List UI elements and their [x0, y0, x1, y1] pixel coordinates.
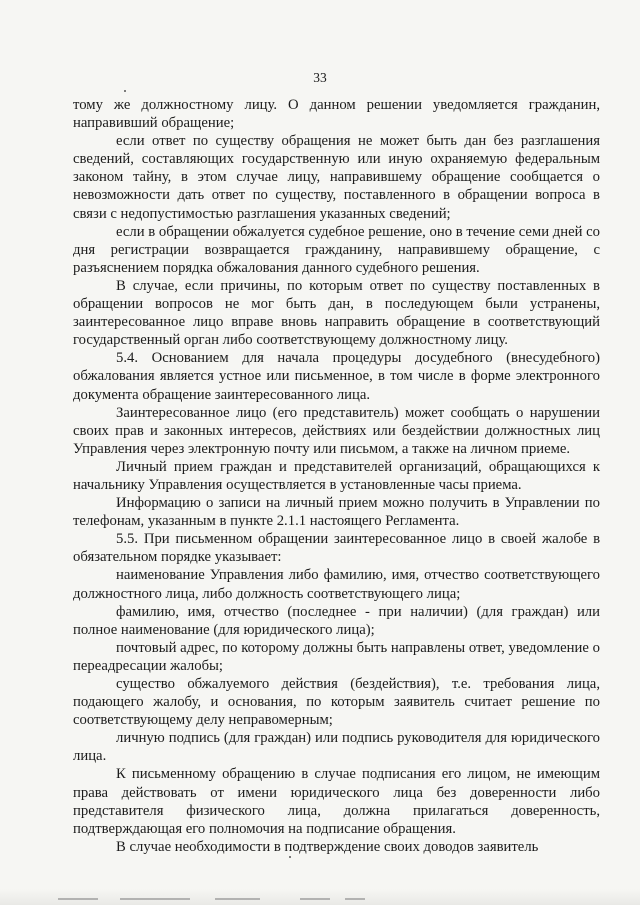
scan-mark [58, 898, 98, 900]
list-item: личную подпись (для граждан) или подпись руководителя для юридического лица. [73, 730, 600, 765]
scan-speck [289, 856, 291, 858]
scan-edge [0, 889, 640, 905]
paragraph: Личный прием граждан и представителей организаций, обращающихся к начальнику Управления осуществляется в установленные часы приема. [73, 458, 600, 493]
paragraph: Информацию о записи на личный прием можно получить в Управлении по телефонам, указанным в пункте 2.1.1 настоящего Регламента. [73, 495, 600, 530]
paragraph: К письменному обращению в случае подписания его лицом, не имеющим права действовать от имени юридического лица без доверенности либо представителя физического лица, должна прилагаться доверенность, подтверждающая его полномочия на подписание обращения. [73, 766, 600, 837]
scan-mark [215, 898, 260, 900]
paragraph: тому же должностному лицу. О данном решении уведомляется гражданин, направивший обращение; [73, 97, 600, 132]
paragraph: 5.4. Основанием для начала процедуры досудебного (внесудебного) обжалования является устное или письменное, в том числе в форме электронного документа обращение заинтересованного лица. [73, 350, 600, 403]
paragraph: если в обращении обжалуется судебное решение, оно в течение семи дней со дня регистрации возвращается гражданину, направившему обращение, с разъяснением порядка обжалования данного судебного решения. [73, 223, 600, 276]
list-item: существо обжалуемого действия (бездействия), т.е. требования лица, подающего жалобу, и основания, по которым заявитель считает решение по соответствующему делу неправомерным; [73, 676, 600, 729]
scan-mark [300, 898, 330, 900]
scan-speck [124, 90, 126, 92]
scan-mark [120, 898, 190, 900]
list-item: почтовый адрес, по которому должны быть направлены ответ, уведомление о переадресации жалобы; [73, 639, 600, 674]
list-item: фамилию, имя, отчество (последнее - при наличии) (для граждан) или полное наименование (для юридического лица); [73, 603, 600, 638]
list-item: наименование Управления либо фамилию, имя, отчество соответствующего должностного лица, либо должность соответствующего лица; [73, 567, 600, 602]
paragraph: 5.5. При письменном обращении заинтересованное лицо в своей жалобе в обязательном порядке указывает: [73, 531, 600, 566]
page-number: 33 [313, 70, 327, 85]
paragraph: В случае необходимости в подтверждение своих доводов заявитель [116, 838, 539, 855]
scan-mark [345, 898, 365, 900]
document-body [73, 96, 600, 856]
paragraph: если ответ по существу обращения не может быть дан без разглашения сведений, составляющих государственную или иную охраняемую федеральным законом тайну, в этом случае лицу, направившему обращение сообщается о невозможности дать ответ по существу, поставленного в обращении вопроса в связи с недопустимостью разглашения указанных сведений; [73, 133, 600, 222]
paragraph: В случае, если причины, по которым ответ по существу поставленных в обращении вопросов не мог быть дан, в последующем были устранены, заинтересованное лицо вправе вновь направить обращение в соответствующий государственный орган либо соответствующему должностному лицу. [73, 277, 600, 349]
paragraph: Заинтересованное лицо (его представитель) может сообщать о нарушении своих прав и законных интересов, действиях или бездействии должностных лиц Управления через электронную почту или письмом, а также на личном приеме. [73, 404, 600, 457]
